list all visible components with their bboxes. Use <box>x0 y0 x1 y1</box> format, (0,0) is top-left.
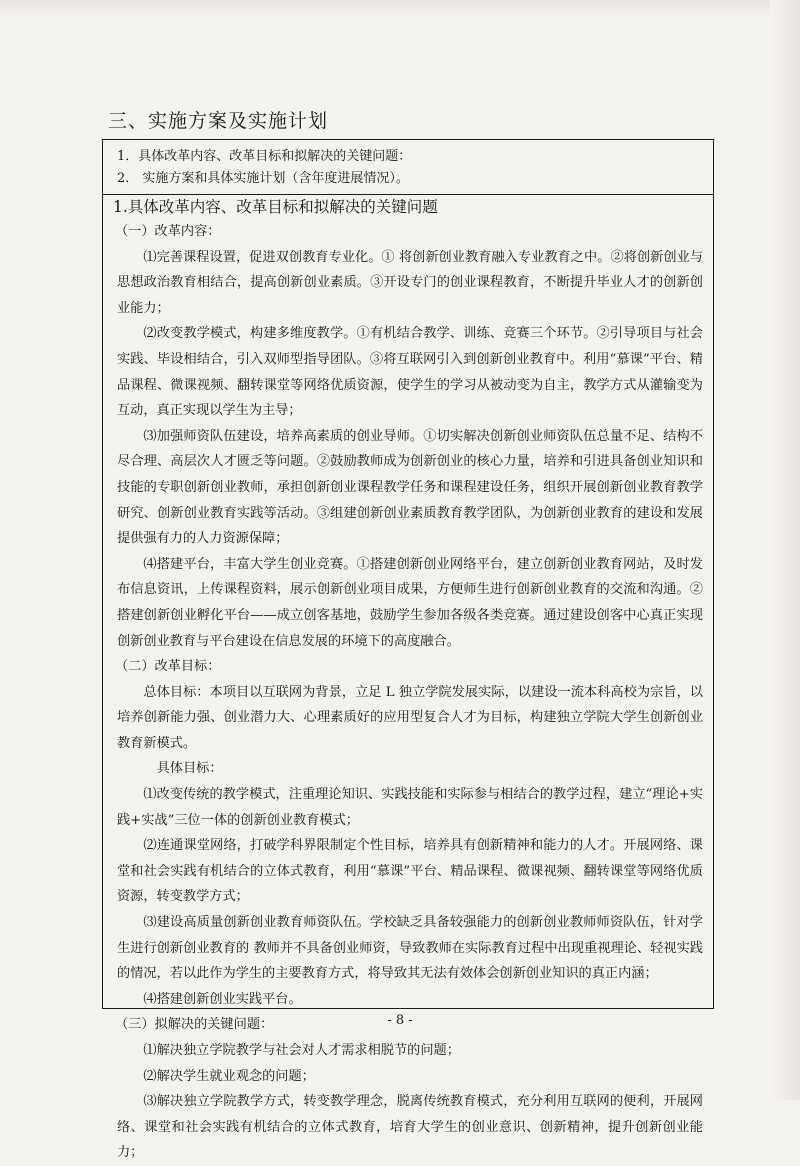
reform-content-item-2: ⑵改变教学模式，构建多维度教学。①有机结合教学、训练、竞赛三个环节。②引导项目与社会实践、毕设相结合，引入双师型指导团队。③将互联网引入到创新创业教育中。利用“慕课”平台、精品课程、微课视频、翻转课堂等网络优质资源，使学生的学习从被动变为自主，教学方式从灌输变为互动，真正实现以学生为主导； <box>117 326 703 419</box>
table-of-contents <box>103 140 713 195</box>
section-title: 三、实施方案及实施计划 <box>108 110 329 132</box>
specific-goal-2: ⑵连通课堂网络，打破学科界限制定个性目标，培养具有创新精神和能力的人才。开展网络、课堂和社会实践有机结合的立体式教育，利用“慕课”平台、精品课程、微课视频、翻转课堂等网络优质资源，转变教学方式； <box>117 838 703 905</box>
scan-edge-top <box>0 0 800 18</box>
key-problem-2: ⑵解决学生就业观念的问题； <box>143 1068 315 1084</box>
page-number: - 8 - <box>387 1013 413 1028</box>
reform-content-item-1: ⑴完善课程设置，促进双创教育专业化。① 将创新创业教育融入专业教育之中。②将创新创业与思想政治教育相结合，提高创新创业素质。③开设专门的创业课程教育，不断提升毕业人才的创新创业能力； <box>117 249 703 316</box>
key-problems-heading: （三）拟解决的关键问题： <box>115 1017 274 1033</box>
key-problem-3: ⑶解决独立学院教学方式，转变教学理念，脱离传统教育模式，充分利用互联网的便利，开展网络、课堂和社会实践有机结合的立体式教育，培育大学生的创业意识、创新精神，提升创新创业能力； <box>117 1094 703 1161</box>
toc-item-1: 1．具体改革内容、改革目标和拟解决的关键问题： <box>117 149 412 164</box>
specific-goal-1: ⑴改变传统的教学模式，注重理论知识、实践技能和实际参与相结合的教学过程，建立“理论+实践+实战”三位一体的创新创业教育模式； <box>117 787 703 828</box>
toc-item-2: 2． 实施方案和具体实施计划（含年度进展情况）。 <box>117 171 409 186</box>
content-box <box>102 139 714 1161</box>
specific-goal-4: ⑷搭建创新创业实践平台。 <box>143 991 302 1007</box>
section-1-heading: 1.具体改革内容、改革目标和拟解决的关键问题 <box>113 198 438 216</box>
reform-content-item-3: ⑶加强师资队伍建设，培养高素质的创业导师。①切实解决创新创业师资队伍总量不足、结构不尽合理、高层次人才匮乏等问题。②鼓励教师成为创新创业的核心力量，培养和引进具备创业知识和技能的专职创新创业教师，承担创新创业课程教学任务和课程建设任务，组织开展创新创业教育教学研究、创新创业教育实践等活动。③组建创新创业素质教育教学团队，为创新创业教育的建设和发展提供强有力的人力资源保障； <box>117 428 703 547</box>
key-problem-1: ⑴解决独立学院教学与社会对人才需求相脱节的问题； <box>143 1043 460 1058</box>
scan-edge-right <box>770 0 800 1100</box>
specific-goals-heading: 具体目标： <box>156 761 223 777</box>
reform-content-heading: （一）改革内容： <box>115 224 221 239</box>
overall-goal: 总体目标：本项目以互联网为背景，立足 L 独立学院发展实际，以建设一流本科高校为宗旨，以培养创新能力强、创业潜力大、心理素质好的应用型复合人才为目标，构建独立学院大学生创新创业教育新模式。 <box>117 684 703 751</box>
reform-content-item-4: ⑷搭建平台，丰富大学生创业竞赛。①搭建创新创业网络平台，建立创新创业教育网站，及时发布信息资讯，上传课程资料，展示创新创业项目成果，方便师生进行创新创业教育的交流和沟通。②搭建创新创业孵化平台——成立创客基地，鼓励学生参加各级各类竞赛。通过建设创客中心真正实现创新创业教育与平台建设在信息发展的环境下的高度融合。 <box>117 556 703 649</box>
specific-goal-3: ⑶建设高质量创新创业教育师资队伍。学校缺乏具备较强能力的创新创业教师师资队伍，针对学生进行创新创业教育的 教师并不具备创业师资，导致教师在实际教育过程中出现重视理论、轻视实践的情况，若以此作为学生的主要教育方式，将导致其无法有效体会创新创业知识的真正内涵； <box>117 915 703 982</box>
reform-goals-heading: （二）改革目标： <box>115 659 221 675</box>
